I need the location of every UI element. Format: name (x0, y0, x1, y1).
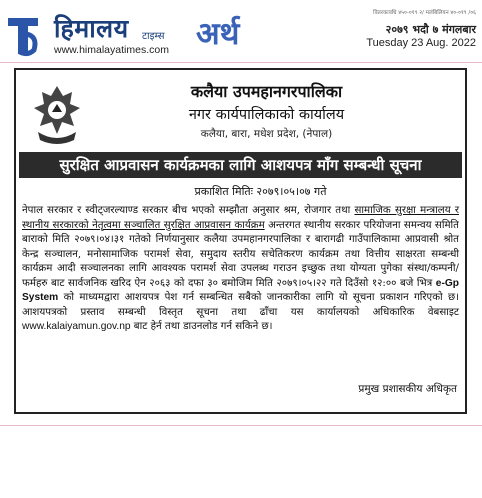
brand-name: हिमालय (54, 14, 129, 43)
himalaya-logo-icon (6, 14, 40, 58)
organization-name: कलैया उपमहानगरपालिका (190, 82, 343, 101)
masthead (0, 0, 482, 66)
office-address: कलैया, बारा, मधेश प्रदेश, (नेपाल) (200, 128, 333, 140)
body-text-underlined: सामाजिक सुरक्षा मन्त्रालय र स्थानीय सरकारको नेतृत्वमा सञ्चालित सुरक्षित आप्रवासन कार्यक्रम (22, 205, 459, 231)
date-english: Tuesday 23 Aug. 2022 (366, 37, 476, 49)
page-divider (0, 425, 482, 426)
body-text-part: नेपाल सरकार र स्वीट्जरल्याण्ड सरकार बीच भएको सम्झौता अनुसार श्रम, रोजगार तथा (22, 205, 351, 216)
body-text-part: को माध्यमद्वारा आशयपत्र पेश गर्न सम्बन्धित सबैको जानकारीका लागि यो सूचना प्रकाशन गरिएको छ। आशयपत्रको प्रस्ताव सम्बन्धी विस्तृत सूचना तथा ढाँचा यस कार्यालयको अधिकारिक वेबसाइट (22, 292, 459, 318)
edition-meta: वितरकावधि ४५०-०१९ २/ मलंबिलियन ४०-०१९ /०६ (373, 10, 476, 16)
date-nepali: २०७९ भदौ ७ मंगलबार (385, 23, 476, 36)
brand-suffix: टाइम्स (142, 31, 165, 42)
notice-title: सुरक्षित आप्रवासन कार्यक्रमका लागि आशयपत्र माँग सम्बन्धी सूचना (19, 152, 462, 178)
brand-website: www.himalayatimes.com (54, 44, 169, 56)
signatory: प्रमुख प्रशासकीय अधिकृत (358, 383, 457, 395)
section-label: अर्थ (196, 16, 240, 52)
body-text-part: अन्तरगत स्थानीय सरकार परियोजना समन्वय समिति बाराको मिति २०७९।०४।३१ गतेको निर्णयानुसार कलैया उपमहानगरपालिका र बारागढी गाउँपालिकामा आप्रवासी श्रोत केन्द्र सञ्चालन, मनोसामाजिक परामर्श सेवा, समुदाय स्तरीय सचेतिकरण कार्यक्रम तथा वित्तीय साक्षरता सम्बन्धी कार्यक्रम आदी सञ्चालनका लागि आवश्यक परामर्श सेवा उपलब्ध गराउन इच्छुक तथा योग्यता पुगेका संस्था/कम्पनी/ फर्महरु बाट सार्वजनिक खरिद ऐन २०६३ को दफा ३० बमोजिम मिति २०७९।०५।२२ गते दिउँसो १२:०० बजे भित्र (22, 219, 459, 289)
notice-body (22, 204, 459, 335)
public-notice (14, 68, 467, 414)
masthead-divider (0, 62, 482, 63)
publication-date: प्रकाशित मितिः २०७९।०५।०७ गते (194, 185, 327, 198)
office-website-link[interactable]: www.kalaiyamun.gov.np (22, 321, 131, 332)
egp-system-name: e-Gp System (22, 277, 459, 303)
body-text-part: बाट हेर्न तथा डाउनलोड गर्न सकिने छ। (130, 321, 273, 332)
office-name: नगर कार्यपालिकाको कार्यालय (188, 107, 345, 123)
